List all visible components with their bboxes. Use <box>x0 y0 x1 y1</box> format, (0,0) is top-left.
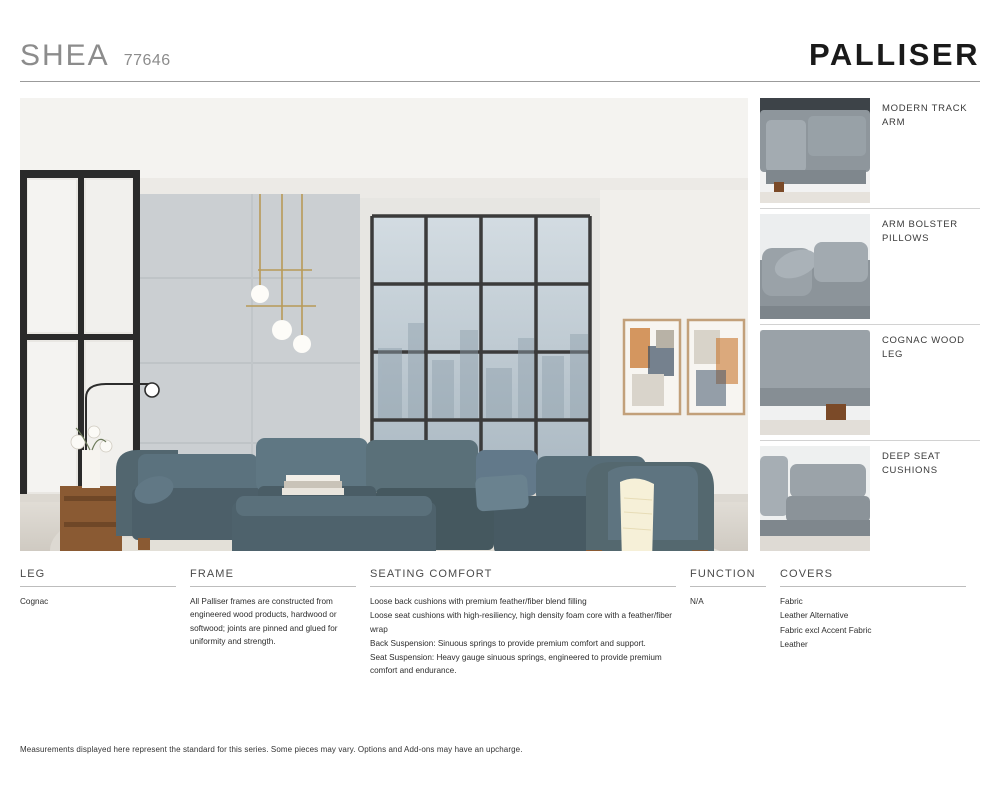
title-group <box>20 39 171 73</box>
panel-background <box>20 568 176 733</box>
spec-line: Fabric <box>780 597 803 606</box>
spec-heading: SEATING COMFORT <box>370 568 676 587</box>
feature-detail-list <box>760 98 980 551</box>
spec-line: N/A <box>690 597 704 606</box>
spec-column-covers <box>780 568 980 733</box>
specifications-band <box>20 568 980 733</box>
spec-line: Leather <box>780 639 808 649</box>
feature-label: DEEP SEAT CUSHIONS <box>882 451 941 476</box>
feature-label: ARM BOLSTER PILLOWS <box>882 219 958 244</box>
hero-image <box>20 98 748 551</box>
spec-body <box>370 595 676 678</box>
spec-body <box>20 595 176 608</box>
spec-line: Fabric excl Accent Fabric <box>780 625 872 635</box>
spec-heading: LEG <box>20 568 176 587</box>
panel-background <box>190 568 356 733</box>
spec-column-function <box>690 568 780 733</box>
cognac-wood-leg-thumbnail <box>760 330 870 435</box>
divider <box>760 208 980 209</box>
spec-line: All Palliser frames are constructed from engineered wood products, hardwood or softwood; joints are pinned and glued for uniformity and strength. <box>190 597 338 646</box>
spec-line: Seat Suspension: Heavy gauge sinuous springs, engineered to provide premium comfort and endurance. <box>370 653 662 676</box>
divider <box>760 440 980 441</box>
footnote-text: Measurements displayed here represent the standard for this series. Some pieces may vary. Options and Add-ons may have an upcharge. <box>20 745 523 754</box>
brand-logo: PALLISER <box>809 37 980 72</box>
spec-line: Back Suspension: Sinuous springs to provide premium comfort and support. <box>370 638 646 648</box>
spec-column-frame <box>190 568 370 733</box>
page-header <box>20 30 980 82</box>
page-title: SHEA <box>20 39 110 72</box>
deep-seat-cushions-thumbnail <box>760 446 870 551</box>
spec-line: Cognac <box>20 597 49 606</box>
feature-label: MODERN TRACK ARM <box>882 103 968 128</box>
list-item <box>760 446 980 551</box>
spec-body <box>780 595 966 651</box>
spec-line: Loose seat cushions with high-resiliency, high density foam core with a feather/fiber wrap <box>370 611 673 634</box>
spec-heading: FUNCTION <box>690 568 766 587</box>
spec-line: Loose back cushions with premium feather/fiber blend filling <box>370 597 587 606</box>
spec-body <box>690 595 766 608</box>
list-item <box>760 330 980 435</box>
arm-bolster-pillows-thumbnail <box>760 214 870 319</box>
feature-label: COGNAC WOOD LEG <box>882 335 965 360</box>
product-sku: 77646 <box>123 52 171 69</box>
spec-heading: COVERS <box>780 568 966 587</box>
spec-line: Leather Alternative <box>780 611 849 621</box>
modern-track-arm-thumbnail <box>760 98 870 203</box>
spec-column-leg <box>20 568 190 733</box>
spec-column-seating-comfort <box>370 568 690 733</box>
spec-heading: FRAME <box>190 568 356 587</box>
divider <box>760 324 980 325</box>
spec-body <box>190 595 356 648</box>
list-item <box>760 214 980 319</box>
list-item <box>760 98 980 203</box>
